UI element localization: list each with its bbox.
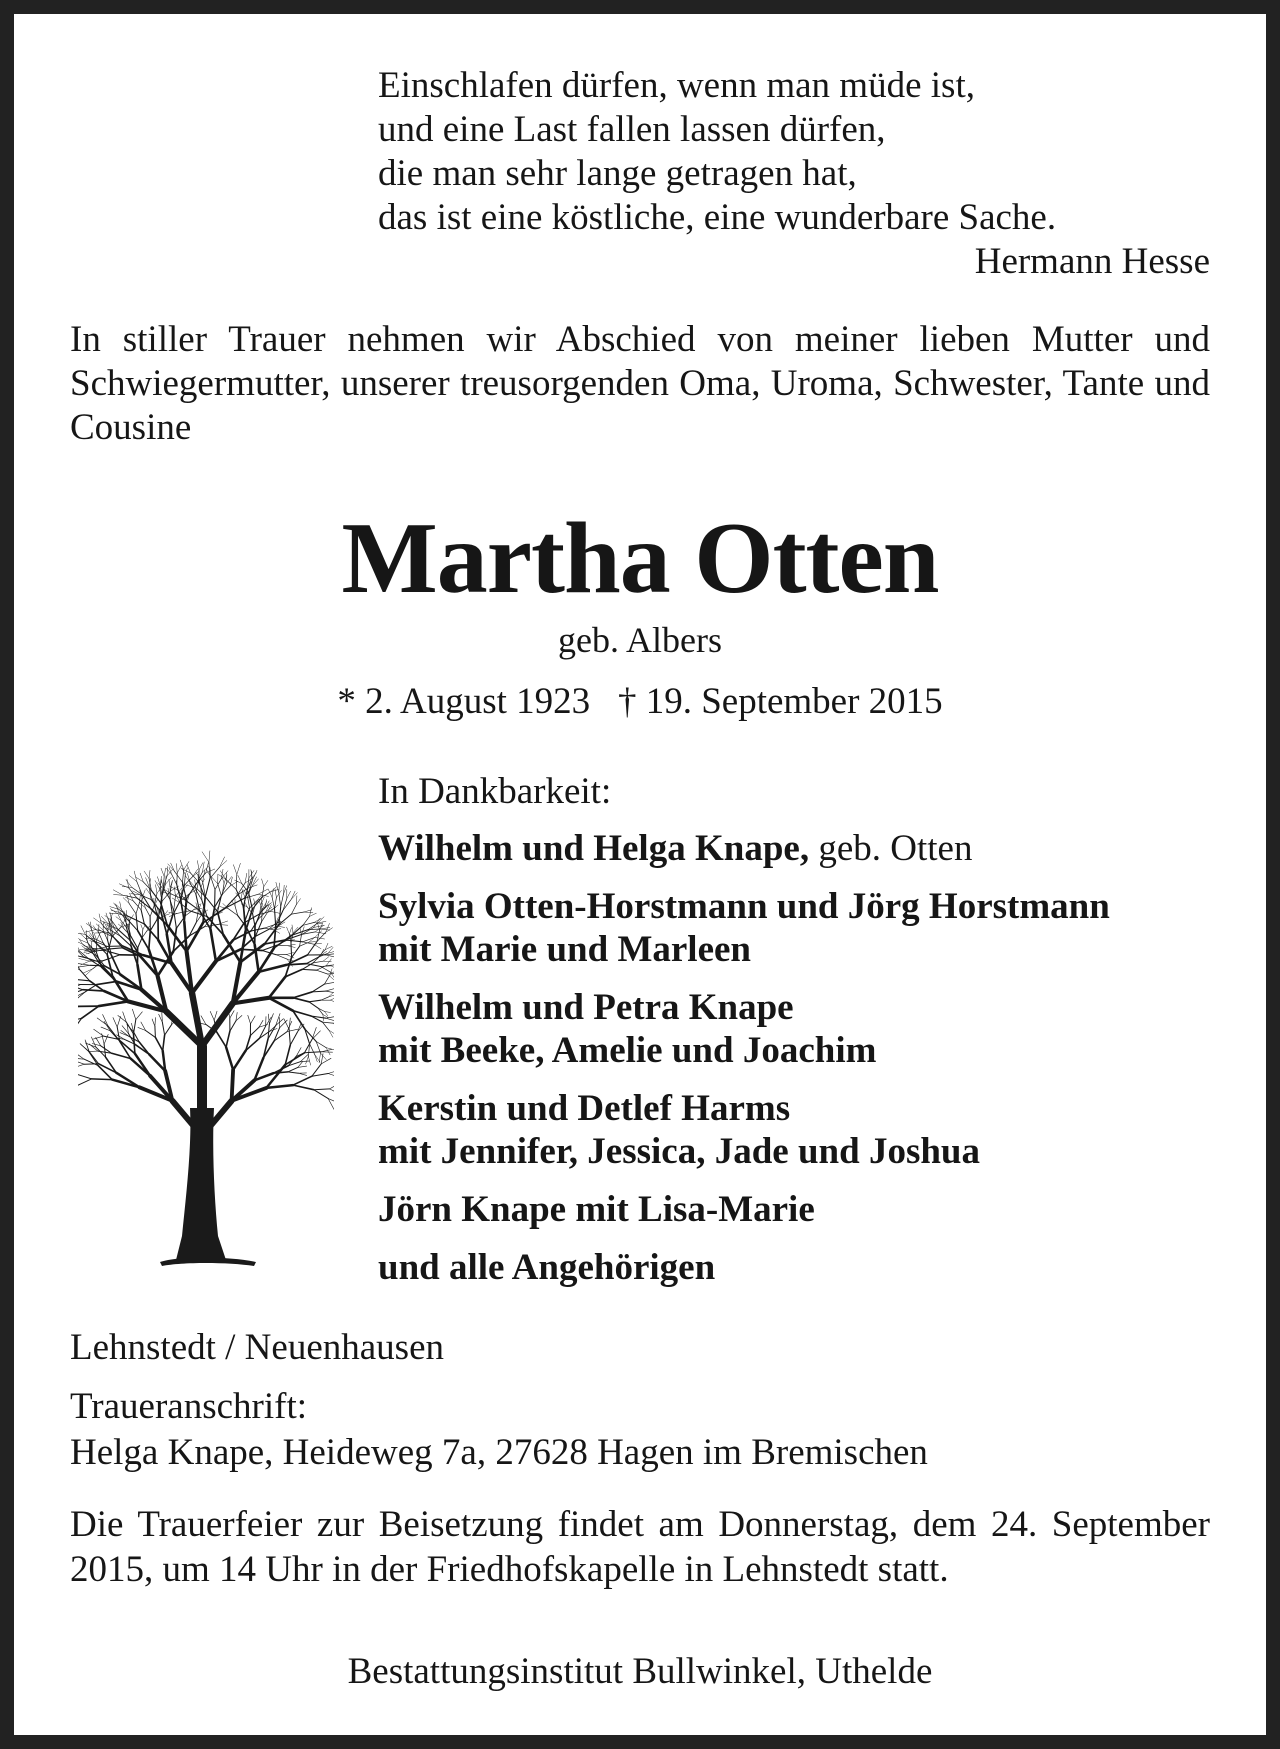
life-dates [0,680,1280,724]
mourner-line: mit Jennifer, Jessica, Jade und Joshua [378,1131,981,1172]
address-label: Traueranschrift: [70,1386,308,1427]
place-names: Lehnstedt / Neuenhausen [70,1327,444,1368]
mourner-line: Sylvia Otten-Horstmann und Jörg Horstmann [378,886,1110,927]
poem [378,64,1210,284]
mourner-group [378,1188,1218,1231]
thanks-label: In Dankbarkeit: [378,771,612,812]
poem-line: die man sehr lange getragen hat, [378,153,857,194]
mourner-maiden-name: geb. Otten [809,828,973,869]
funeral-home: Bestattungsinstitut Bullwinkel, Uthelde [347,1651,933,1692]
mourner-line: Wilhelm und Petra Knape [378,987,794,1028]
mourner-line: Kerstin und Detlef Harms [378,1088,791,1129]
mourners-list [378,770,1218,1304]
address-value: Helga Knape, Heideweg 7a, 27628 Hagen im Bremischen [70,1432,928,1473]
mourner-line: mit Beeke, Amelie und Joachim [378,1030,877,1071]
mourner-group [378,1246,1218,1289]
intro-text: In stiller Trauer nehmen wir Abschied von meiner lieben Mutter und Schwiegermutter, unserer treusorgenden Oma, Uroma, Schwester, Tante und Cousine [70,319,1210,448]
mourner-name: Wilhelm und Helga Knape, [378,828,810,869]
death-date: † 19. September 2015 [617,681,943,722]
ceremony-info: Die Trauerfeier zur Beisetzung findet am Donnerstag, dem 24. September 2015, um 14 Uhr in der Friedhofskapelle in Lehnstedt statt. [70,1504,1210,1590]
poem-line: Einschlafen dürfen, wenn man müde ist, [378,65,975,106]
deceased-name: Martha Otten [341,502,939,615]
bare-tree-icon [78,816,334,1274]
maiden-name: geb. Albers [558,620,722,660]
mourner-line: mit Marie und Marleen [378,929,751,970]
poem-author: Hermann Hesse [974,241,1210,282]
poem-line: das ist eine köstliche, eine wunderbare Sache. [378,197,1057,238]
mourner-group [378,986,1218,1072]
poem-line: und eine Last fallen lassen dürfen, [378,109,886,150]
mourner-line: und alle Angehörigen [378,1247,716,1288]
mourner-line: Jörn Knape mit Lisa-Marie [378,1189,815,1230]
mourner-group [378,885,1218,971]
mourning-address [70,1384,1210,1476]
mourner-group [378,827,1218,870]
mourner-group [378,1087,1218,1173]
birth-date: * 2. August 1923 [337,681,591,722]
